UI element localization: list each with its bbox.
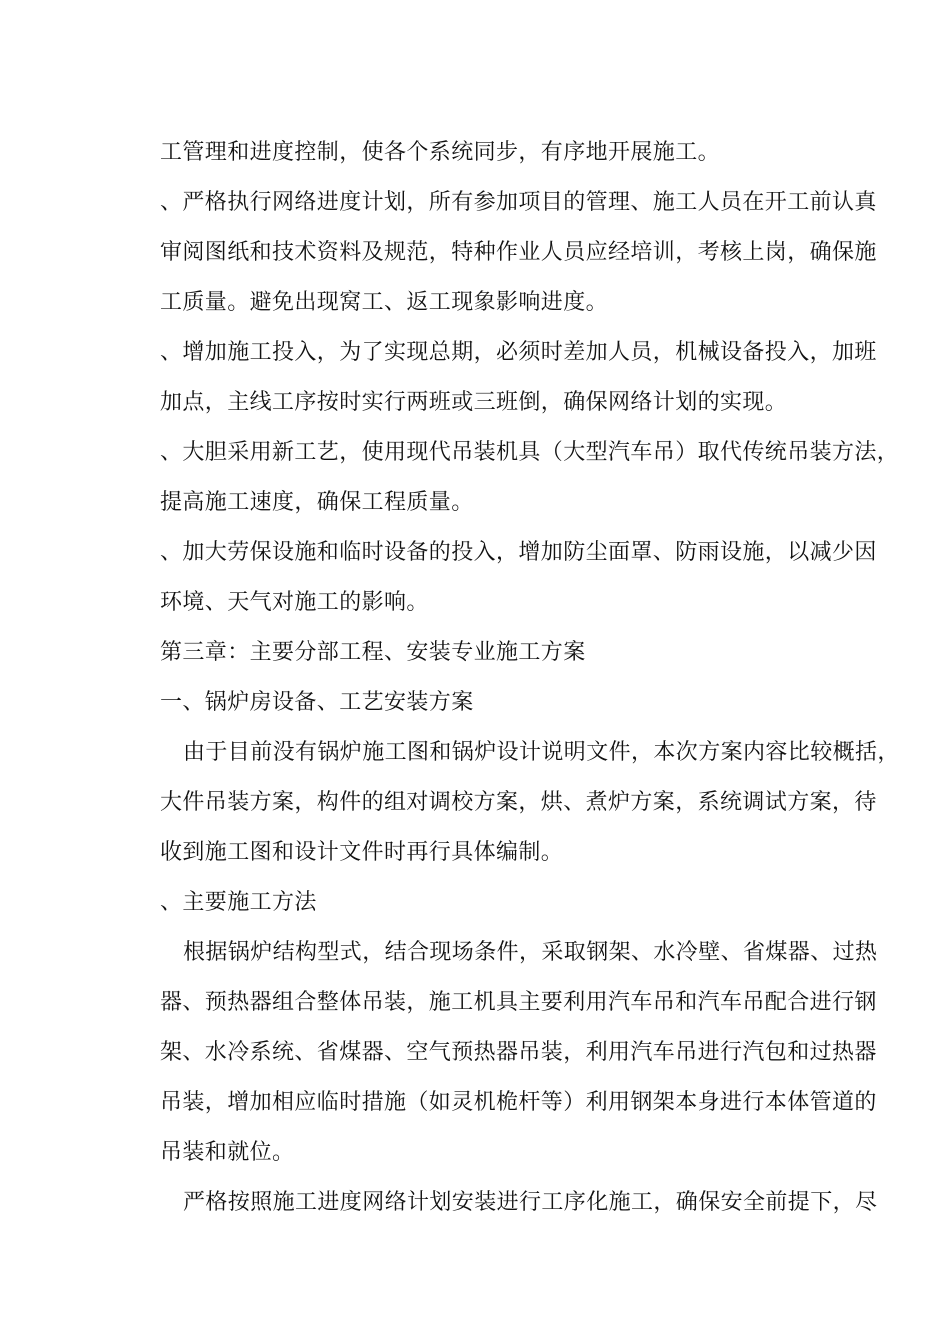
list-item-schedule: 、严格执行网络进度计划，所有参加项目的管理、施工人员在开工前认真	[160, 190, 877, 215]
chapter-heading: 第三章：主要分部工程、安装专业施工方案	[160, 640, 586, 665]
text-line: 工管理和进度控制，使各个系统同步，有序地开展施工。	[160, 140, 721, 165]
list-item-new-process: 、大胆采用新工艺，使用现代吊装机具（大型汽车吊）取代传统吊装方法，	[160, 440, 900, 465]
text-line: 审阅图纸和技术资料及规范，特种作业人员应经培训，考核上岗，确保施	[160, 240, 877, 265]
text-line: 收到施工图和设计文件时再行具体编制。	[160, 840, 564, 865]
text-line: 吊装和就位。	[160, 1140, 295, 1165]
text-line: 吊装，增加相应临时措施（如灵机桅杆等）利用钢架本身进行本体管道的	[160, 1090, 877, 1115]
paragraph-first-line: 根据锅炉结构型式，结合现场条件，采取钢架、水冷壁、省煤器、过热	[183, 940, 878, 965]
text-line: 大件吊装方案，构件的组对调校方案，烘、煮炉方案，系统调试方案，待	[160, 790, 877, 815]
section-heading: 一、锅炉房设备、工艺安装方案	[160, 690, 474, 715]
paragraph-first-line: 严格按照施工进度网络计划安装进行工序化施工，确保安全前提下，尽	[183, 1190, 878, 1215]
text-line: 加点，主线工序按时实行两班或三班倒，确保网络计划的实现。	[160, 390, 788, 415]
list-item-investment: 、增加施工投入，为了实现总期，必须时差加人员，机械设备投入，加班	[160, 340, 877, 365]
text-line: 器、预热器组合整体吊装，施工机具主要利用汽车吊和汽车吊配合进行钢	[160, 990, 877, 1015]
paragraph-first-line: 由于目前没有锅炉施工图和锅炉设计说明文件，本次方案内容比较概括，	[183, 740, 900, 765]
text-line: 环境、天气对施工的影响。	[160, 590, 429, 615]
text-line: 提高施工速度，确保工程质量。	[160, 490, 474, 515]
text-line: 架、水冷系统、省煤器、空气预热器吊装，利用汽车吊进行汽包和过热器	[160, 1040, 877, 1065]
text-line: 工质量。避免出现窝工、返工现象影响进度。	[160, 290, 609, 315]
list-item-protection: 、加大劳保设施和临时设备的投入，增加防尘面罩、防雨设施，以减少因	[160, 540, 877, 565]
subsection-heading: 、主要施工方法	[160, 890, 317, 915]
